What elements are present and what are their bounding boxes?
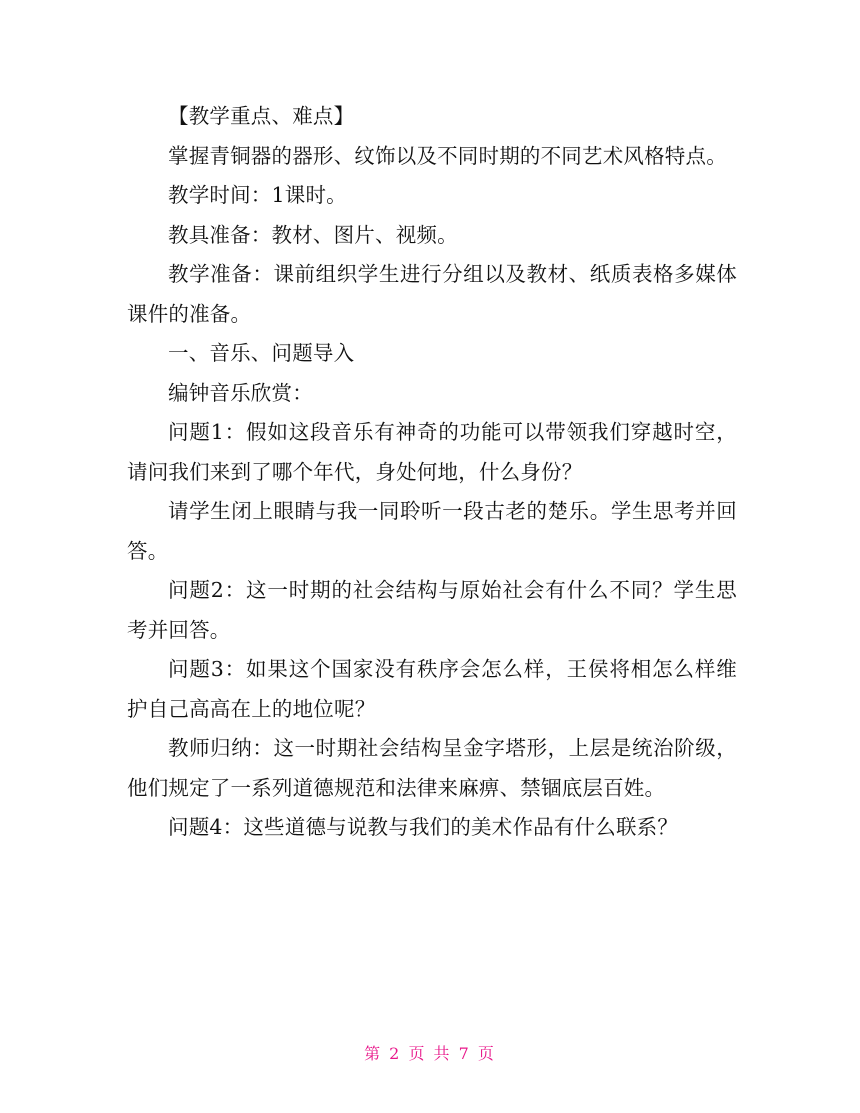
paragraph-question-1: 问题1：假如这段音乐有神奇的功能可以带领我们穿越时空，请问我们来到了哪个年代，身处何地，什么身份？ bbox=[127, 420, 737, 484]
section-heading-intro: 一、音乐、问题导入 bbox=[168, 341, 355, 365]
paragraph-question-4: 问题4：这些道德与说教与我们的美术作品有什么联系？ bbox=[168, 815, 679, 839]
paragraph-teaching-preparation: 教学准备：课前组织学生进行分组以及教材、纸质表格多媒体课件的准备。 bbox=[127, 262, 737, 326]
document-body bbox=[127, 97, 737, 848]
paragraph-question-3: 问题3：如果这个国家没有秩序会怎么样，王侯将相怎么样维护自己高高在上的地位呢？ bbox=[127, 657, 737, 721]
paragraph-teaching-aids: 教具准备：教材、图片、视频。 bbox=[168, 222, 458, 247]
paragraph-teaching-focus: 掌握青铜器的器形、纹饰以及不同时期的不同艺术风格特点。 bbox=[168, 143, 727, 168]
page-number-footer: 第 2 页 共 7 页 bbox=[364, 1044, 496, 1063]
section-heading-teaching-focus: 【教学重点、难点】 bbox=[168, 104, 355, 128]
paragraph-bianzhong-music: 编钟音乐欣赏： bbox=[168, 380, 313, 405]
paragraph-teaching-time: 教学时间：1课时。 bbox=[168, 183, 347, 207]
paragraph-teacher-summary: 教师归纳：这一时期社会结构呈金字塔形，上层是统治阶级，他们规定了一系列道德规范和法律来麻痹、禁锢底层百姓。 bbox=[127, 736, 737, 800]
paragraph-listen-chu-music: 请学生闭上眼睛与我一同聆听一段古老的楚乐。学生思考并回答。 bbox=[127, 499, 737, 563]
paragraph-question-2: 问题2：这一时期的社会结构与原始社会有什么不同？学生思考并回答。 bbox=[127, 578, 737, 642]
